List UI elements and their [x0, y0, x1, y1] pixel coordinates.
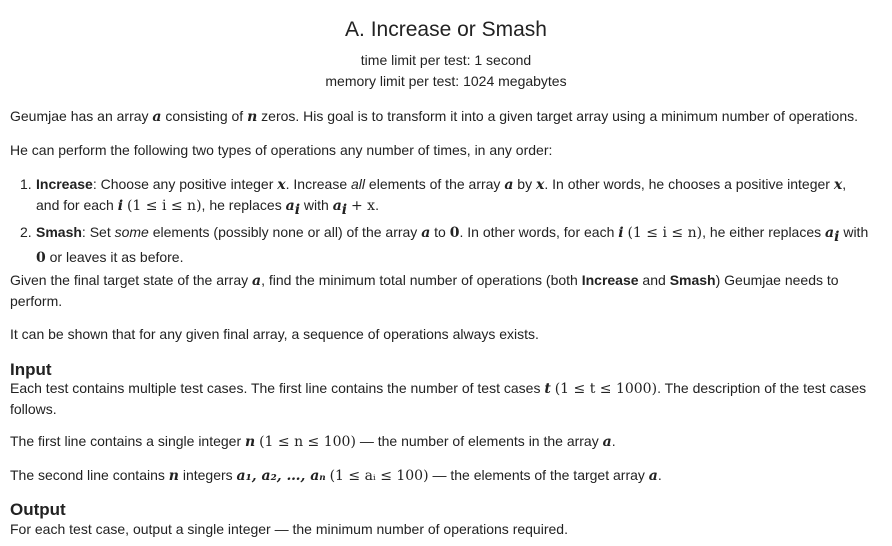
input-line-1: Each test contains multiple test cases. The first line contains the number of test cases t (1 ≤ t ≤ 1000). The description of the test cases follows. [10, 380, 867, 417]
problem-title: A. Increase or Smash [345, 18, 547, 41]
input-line-2: The first line contains a single integer n (1 ≤ n ≤ 100) — the number of elements in the array a. [10, 433, 616, 450]
statement-paragraph-1: Geumjae has an array a consisting of n zeros. His goal is to transform it into a given target array using a minimum number of operations. [10, 108, 858, 125]
output-line-1: For each test case, output a single integer — the minimum number of operations required. [10, 521, 568, 537]
statement-paragraph-4: It can be shown that for any given final array, a sequence of operations always exists. [10, 326, 539, 342]
statement-paragraph-2: He can perform the following two types of operations any number of times, in any order: [10, 142, 553, 158]
operation-increase: 1. Increase: Choose any positive integer x. Increase all elements of the array a by x. In other words, he chooses a positive integer x, and for each i (1 ≤ i ≤ n), he replaces $a_i$ with $a_i + x$. [20, 176, 847, 218]
operations-list [10, 174, 878, 268]
problem-header [0, 0, 892, 92]
operation-smash: 2. Smash: Set some elements (possibly none or all) of the array a to 0. In other words, for each i (1 ≤ i ≤ n), he either replaces $a_i$ with 0 or leaves it as before. [20, 223, 869, 266]
time-limit: time limit per test: 1 second [360, 52, 532, 68]
statement-paragraph-3: Given the final target state of the array a, find the minimum total number of operations (both Increase and Smash) Geumjae needs to perform. [10, 272, 839, 309]
output-section-title: Output [10, 500, 66, 519]
memory-limit: memory limit per test: 1024 megabytes [325, 73, 567, 89]
input-section-title: Input [10, 360, 52, 379]
input-line-3: The second line contains n integers a₁, a₂, …, aₙ (1 ≤ aᵢ ≤ 100) — the elements of the target array a. [10, 467, 662, 484]
